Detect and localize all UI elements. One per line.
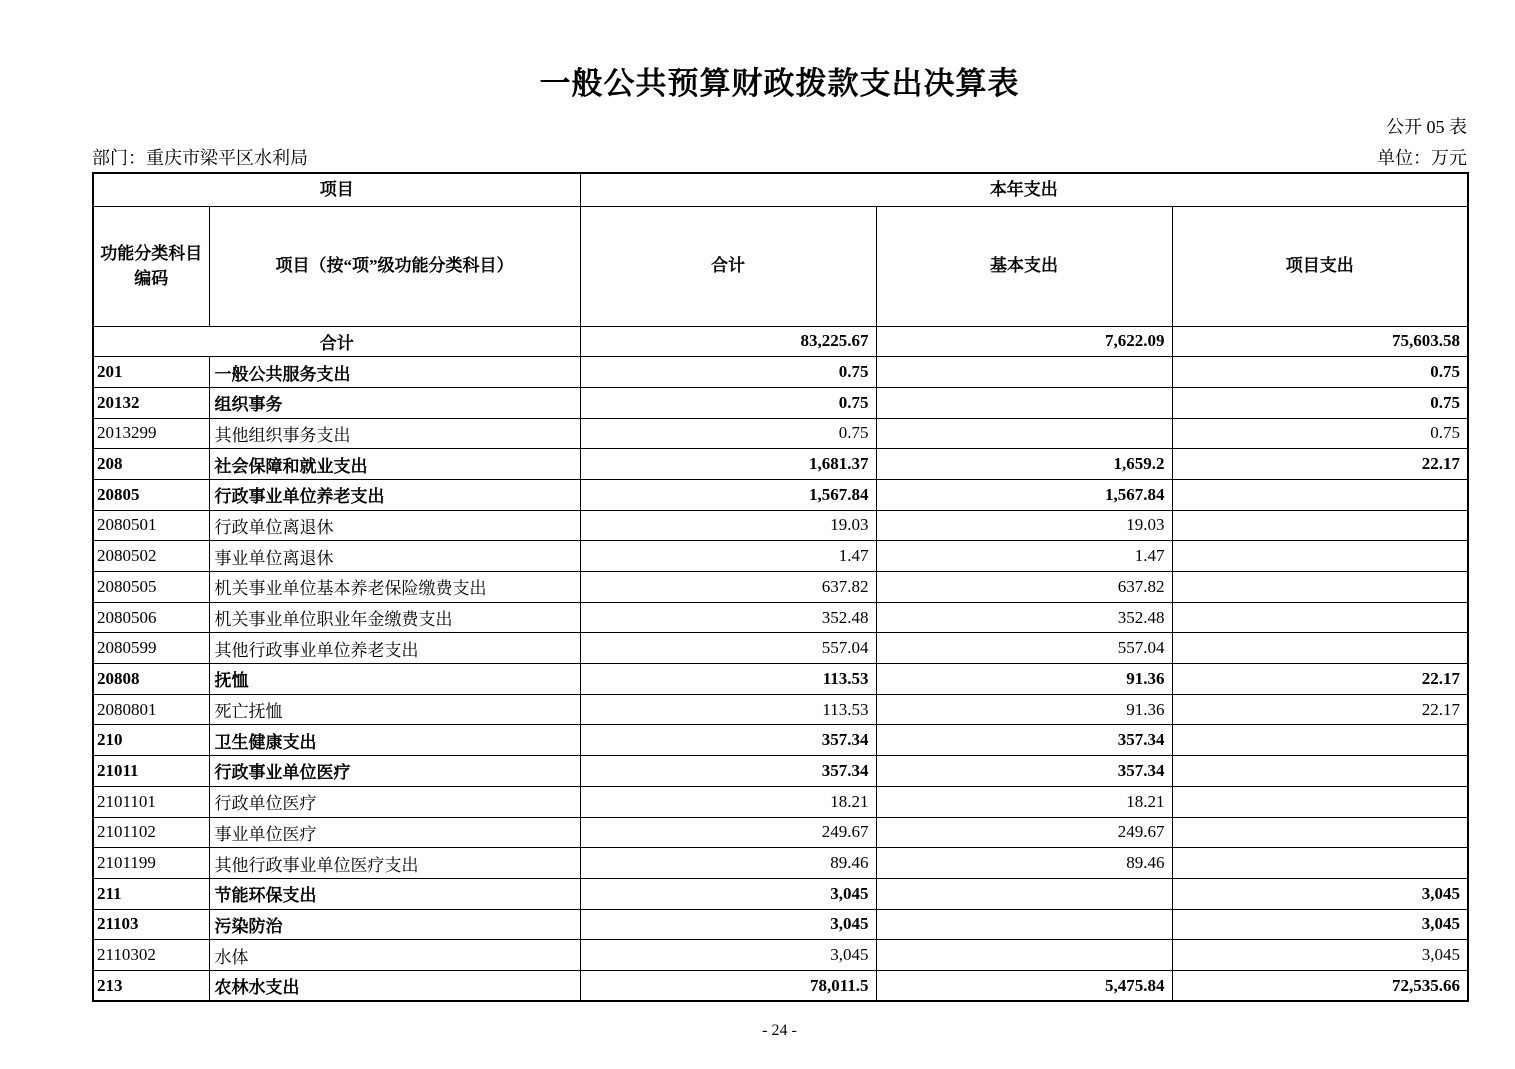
table-row xyxy=(93,878,1468,909)
cell-basic-expenditure: 89.46 xyxy=(876,848,1172,879)
cell-item-name: 其他行政事业单位医疗支出 xyxy=(209,848,580,879)
cell-project-expenditure: 3,045 xyxy=(1172,940,1468,971)
header-function-code-line1: 功能分类科目 xyxy=(100,243,203,263)
cell-total: 557.04 xyxy=(580,633,876,664)
header-columns-row xyxy=(93,206,1468,326)
cell-basic-expenditure: 1.47 xyxy=(876,541,1172,572)
cell-item-name: 行政事业单位医疗 xyxy=(209,756,580,787)
cell-project-expenditure xyxy=(1172,602,1468,633)
table-row xyxy=(93,572,1468,603)
cell-item-name: 机关事业单位职业年金缴费支出 xyxy=(209,602,580,633)
cell-item-name: 事业单位离退休 xyxy=(209,541,580,572)
cell-item-name: 抚恤 xyxy=(209,664,580,695)
cell-item-name: 合计 xyxy=(93,326,580,357)
cell-item-name: 一般公共服务支出 xyxy=(209,357,580,388)
header-basic-expenditure: 基本支出 xyxy=(876,206,1172,326)
cell-function-code: 2080501 xyxy=(93,510,209,541)
cell-item-name: 行政事业单位养老支出 xyxy=(209,479,580,510)
cell-project-expenditure: 22.17 xyxy=(1172,694,1468,725)
table-row xyxy=(93,940,1468,971)
cell-function-code: 20805 xyxy=(93,479,209,510)
cell-total: 18.21 xyxy=(580,786,876,817)
cell-total: 0.75 xyxy=(580,418,876,449)
table-row xyxy=(93,449,1468,480)
table-code-label: 公开 05 表 xyxy=(1386,117,1467,137)
cell-project-expenditure xyxy=(1172,817,1468,848)
cell-project-expenditure: 22.17 xyxy=(1172,449,1468,480)
cell-item-name: 水体 xyxy=(209,940,580,971)
cell-total: 78,011.5 xyxy=(580,970,876,1001)
page-number: - 24 - xyxy=(762,1022,797,1039)
cell-basic-expenditure xyxy=(876,940,1172,971)
cell-basic-expenditure: 557.04 xyxy=(876,633,1172,664)
cell-project-expenditure: 22.17 xyxy=(1172,664,1468,695)
cell-project-expenditure: 75,603.58 xyxy=(1172,326,1468,357)
table-row xyxy=(93,694,1468,725)
table-row xyxy=(93,909,1468,940)
header-function-code xyxy=(93,206,209,326)
cell-function-code: 20132 xyxy=(93,387,209,418)
table-row xyxy=(93,510,1468,541)
cell-function-code: 2080505 xyxy=(93,572,209,603)
cell-function-code: 20808 xyxy=(93,664,209,695)
cell-total: 3,045 xyxy=(580,940,876,971)
department-label: 部门：重庆市梁平区水利局 xyxy=(92,148,308,168)
cell-basic-expenditure: 637.82 xyxy=(876,572,1172,603)
table-row xyxy=(93,357,1468,388)
header-function-code-line2: 编码 xyxy=(134,269,169,288)
table-body xyxy=(93,326,1468,1001)
cell-item-name: 其他组织事务支出 xyxy=(209,418,580,449)
cell-function-code: 2080506 xyxy=(93,602,209,633)
cell-item-name: 节能环保支出 xyxy=(209,878,580,909)
header-current-year-group: 本年支出 xyxy=(580,173,1468,206)
cell-total: 3,045 xyxy=(580,909,876,940)
unit-label: 单位：万元 xyxy=(1377,148,1467,168)
cell-total: 113.53 xyxy=(580,664,876,695)
cell-project-expenditure xyxy=(1172,786,1468,817)
table-row xyxy=(93,418,1468,449)
table-row xyxy=(93,725,1468,756)
cell-basic-expenditure: 352.48 xyxy=(876,602,1172,633)
cell-function-code: 213 xyxy=(93,970,209,1001)
table-row xyxy=(93,970,1468,1001)
page-title: 一般公共预算财政拨款支出决算表 xyxy=(539,66,1020,101)
cell-basic-expenditure: 91.36 xyxy=(876,664,1172,695)
cell-total: 113.53 xyxy=(580,694,876,725)
cell-total: 352.48 xyxy=(580,602,876,633)
cell-project-expenditure: 0.75 xyxy=(1172,357,1468,388)
cell-item-name: 农林水支出 xyxy=(209,970,580,1001)
cell-item-name: 卫生健康支出 xyxy=(209,725,580,756)
cell-function-code: 208 xyxy=(93,449,209,480)
cell-project-expenditure: 3,045 xyxy=(1172,878,1468,909)
table-row xyxy=(93,541,1468,572)
cell-basic-expenditure xyxy=(876,357,1172,388)
cell-basic-expenditure xyxy=(876,878,1172,909)
cell-project-expenditure xyxy=(1172,725,1468,756)
cell-project-expenditure xyxy=(1172,848,1468,879)
table-row xyxy=(93,848,1468,879)
cell-total: 249.67 xyxy=(580,817,876,848)
header-total: 合计 xyxy=(580,206,876,326)
header-project-expenditure: 项目支出 xyxy=(1172,206,1468,326)
cell-total: 0.75 xyxy=(580,387,876,418)
cell-basic-expenditure: 7,622.09 xyxy=(876,326,1172,357)
cell-total: 357.34 xyxy=(580,756,876,787)
cell-total: 1,567.84 xyxy=(580,479,876,510)
cell-basic-expenditure: 91.36 xyxy=(876,694,1172,725)
cell-project-expenditure xyxy=(1172,479,1468,510)
cell-item-name: 行政单位医疗 xyxy=(209,786,580,817)
cell-project-expenditure: 3,045 xyxy=(1172,909,1468,940)
cell-function-code: 2101102 xyxy=(93,817,209,848)
cell-item-name: 污染防治 xyxy=(209,909,580,940)
cell-project-expenditure xyxy=(1172,756,1468,787)
cell-total: 357.34 xyxy=(580,725,876,756)
cell-function-code: 211 xyxy=(93,878,209,909)
cell-total: 0.75 xyxy=(580,357,876,388)
header-group-row xyxy=(93,173,1468,206)
cell-basic-expenditure: 357.34 xyxy=(876,756,1172,787)
cell-function-code: 21103 xyxy=(93,909,209,940)
cell-project-expenditure: 0.75 xyxy=(1172,387,1468,418)
cell-function-code: 2080599 xyxy=(93,633,209,664)
header-item: 项目（按“项”级功能分类科目） xyxy=(209,206,580,326)
cell-basic-expenditure: 1,659.2 xyxy=(876,449,1172,480)
cell-function-code: 201 xyxy=(93,357,209,388)
table-row xyxy=(93,602,1468,633)
cell-item-name: 机关事业单位基本养老保险缴费支出 xyxy=(209,572,580,603)
cell-item-name: 行政单位离退休 xyxy=(209,510,580,541)
cell-item-name: 组织事务 xyxy=(209,387,580,418)
cell-basic-expenditure: 357.34 xyxy=(876,725,1172,756)
cell-project-expenditure: 0.75 xyxy=(1172,418,1468,449)
cell-function-code: 210 xyxy=(93,725,209,756)
table-row xyxy=(93,664,1468,695)
cell-project-expenditure: 72,535.66 xyxy=(1172,970,1468,1001)
cell-project-expenditure xyxy=(1172,633,1468,664)
table-row xyxy=(93,326,1468,357)
cell-total: 89.46 xyxy=(580,848,876,879)
cell-function-code: 2080502 xyxy=(93,541,209,572)
table-row xyxy=(93,817,1468,848)
cell-total: 83,225.67 xyxy=(580,326,876,357)
cell-basic-expenditure: 18.21 xyxy=(876,786,1172,817)
cell-basic-expenditure: 5,475.84 xyxy=(876,970,1172,1001)
table-row xyxy=(93,633,1468,664)
table-row xyxy=(93,786,1468,817)
cell-basic-expenditure xyxy=(876,387,1172,418)
cell-function-code: 2101199 xyxy=(93,848,209,879)
table-row xyxy=(93,756,1468,787)
cell-total: 1.47 xyxy=(580,541,876,572)
cell-project-expenditure xyxy=(1172,510,1468,541)
cell-item-name: 其他行政事业单位养老支出 xyxy=(209,633,580,664)
cell-function-code: 2013299 xyxy=(93,418,209,449)
cell-total: 1,681.37 xyxy=(580,449,876,480)
cell-function-code: 2110302 xyxy=(93,940,209,971)
cell-function-code: 21011 xyxy=(93,756,209,787)
cell-item-name: 社会保障和就业支出 xyxy=(209,449,580,480)
cell-item-name: 事业单位医疗 xyxy=(209,817,580,848)
cell-total: 3,045 xyxy=(580,878,876,909)
cell-total: 19.03 xyxy=(580,510,876,541)
header-project-group: 项目 xyxy=(93,173,580,206)
table-row xyxy=(93,479,1468,510)
cell-function-code: 2101101 xyxy=(93,786,209,817)
cell-basic-expenditure xyxy=(876,909,1172,940)
cell-item-name: 死亡抚恤 xyxy=(209,694,580,725)
cell-project-expenditure xyxy=(1172,541,1468,572)
expenditure-table xyxy=(92,172,1469,1002)
cell-function-code: 2080801 xyxy=(93,694,209,725)
cell-project-expenditure xyxy=(1172,572,1468,603)
cell-total: 637.82 xyxy=(580,572,876,603)
cell-basic-expenditure: 19.03 xyxy=(876,510,1172,541)
table-row xyxy=(93,387,1468,418)
cell-basic-expenditure: 249.67 xyxy=(876,817,1172,848)
cell-basic-expenditure xyxy=(876,418,1172,449)
cell-basic-expenditure: 1,567.84 xyxy=(876,479,1172,510)
